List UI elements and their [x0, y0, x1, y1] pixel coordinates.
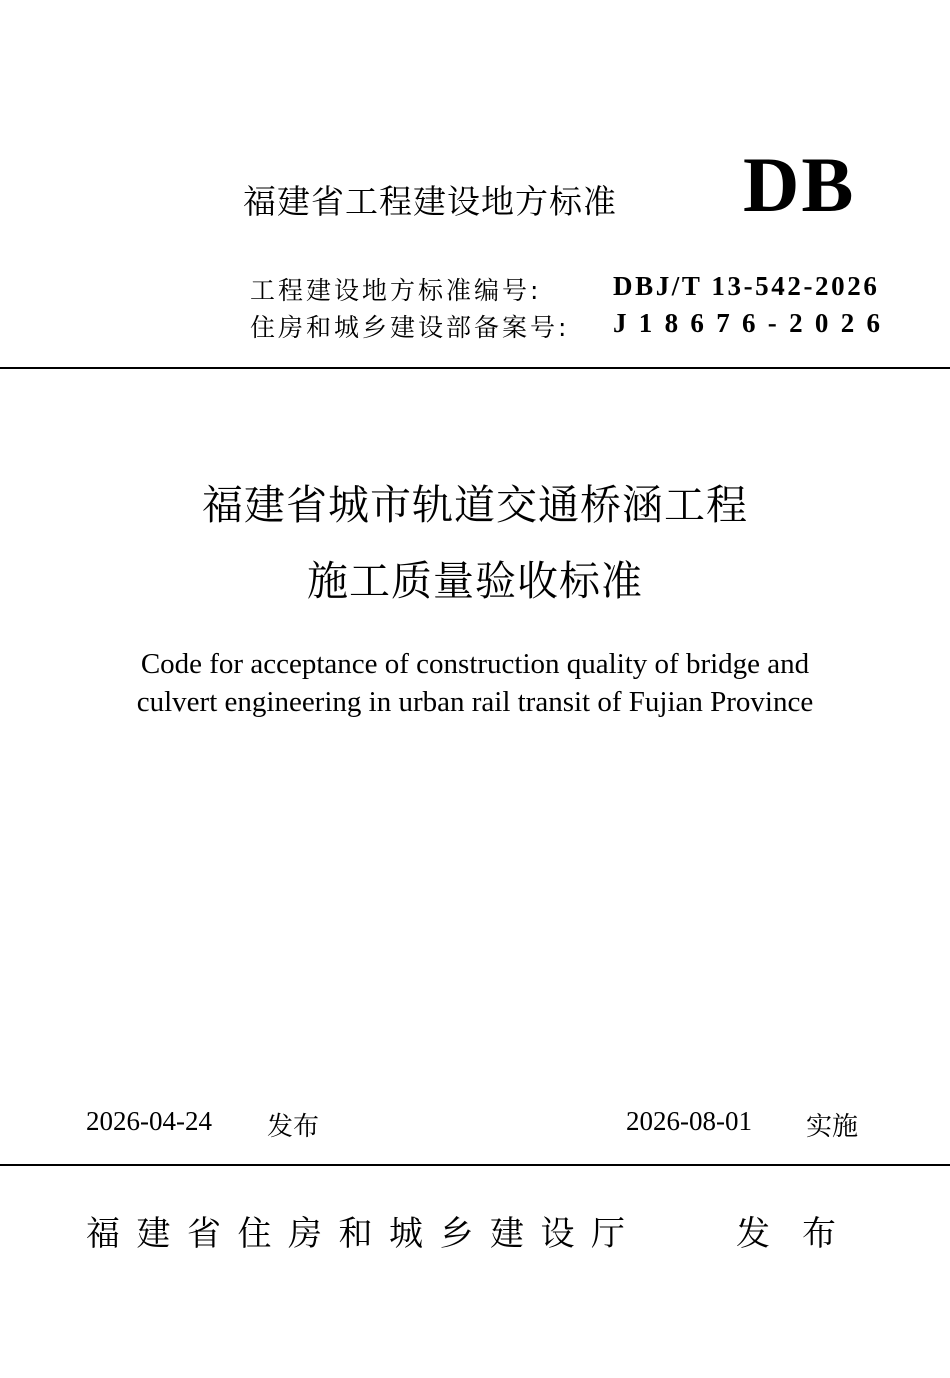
top-divider — [0, 367, 950, 369]
filing-number: J18676-2026 — [613, 308, 893, 338]
bottom-divider — [0, 1164, 950, 1166]
filing-number-label: 住房和城乡建设部备案号: — [250, 313, 570, 342]
publish-date: 2026-04-24 — [86, 1106, 212, 1136]
publish-label: 发布 — [267, 1112, 320, 1142]
standard-series-name: 福建省工程建设地方标准 — [243, 182, 617, 221]
publisher-name: 福建省住房和城乡建设厅 — [86, 1214, 642, 1254]
publish-word: 发布 — [736, 1214, 868, 1254]
db-mark: DB — [743, 141, 856, 228]
standard-number: DBJ/T 13-542-2026 — [613, 271, 880, 301]
standard-number-label: 工程建设地方标准编号: — [250, 276, 542, 305]
title-chinese-line-2: 施工质量验收标准 — [307, 557, 643, 605]
implement-label: 实施 — [806, 1112, 859, 1142]
title-chinese-line-1: 福建省城市轨道交通桥涵工程 — [202, 481, 748, 529]
title-english-line-1: Code for acceptance of construction quality of bridge and — [140, 648, 810, 680]
implement-date: 2026-08-01 — [626, 1106, 752, 1136]
title-english-line-2: culvert engineering in urban rail transit of Fujian Province — [136, 686, 814, 718]
